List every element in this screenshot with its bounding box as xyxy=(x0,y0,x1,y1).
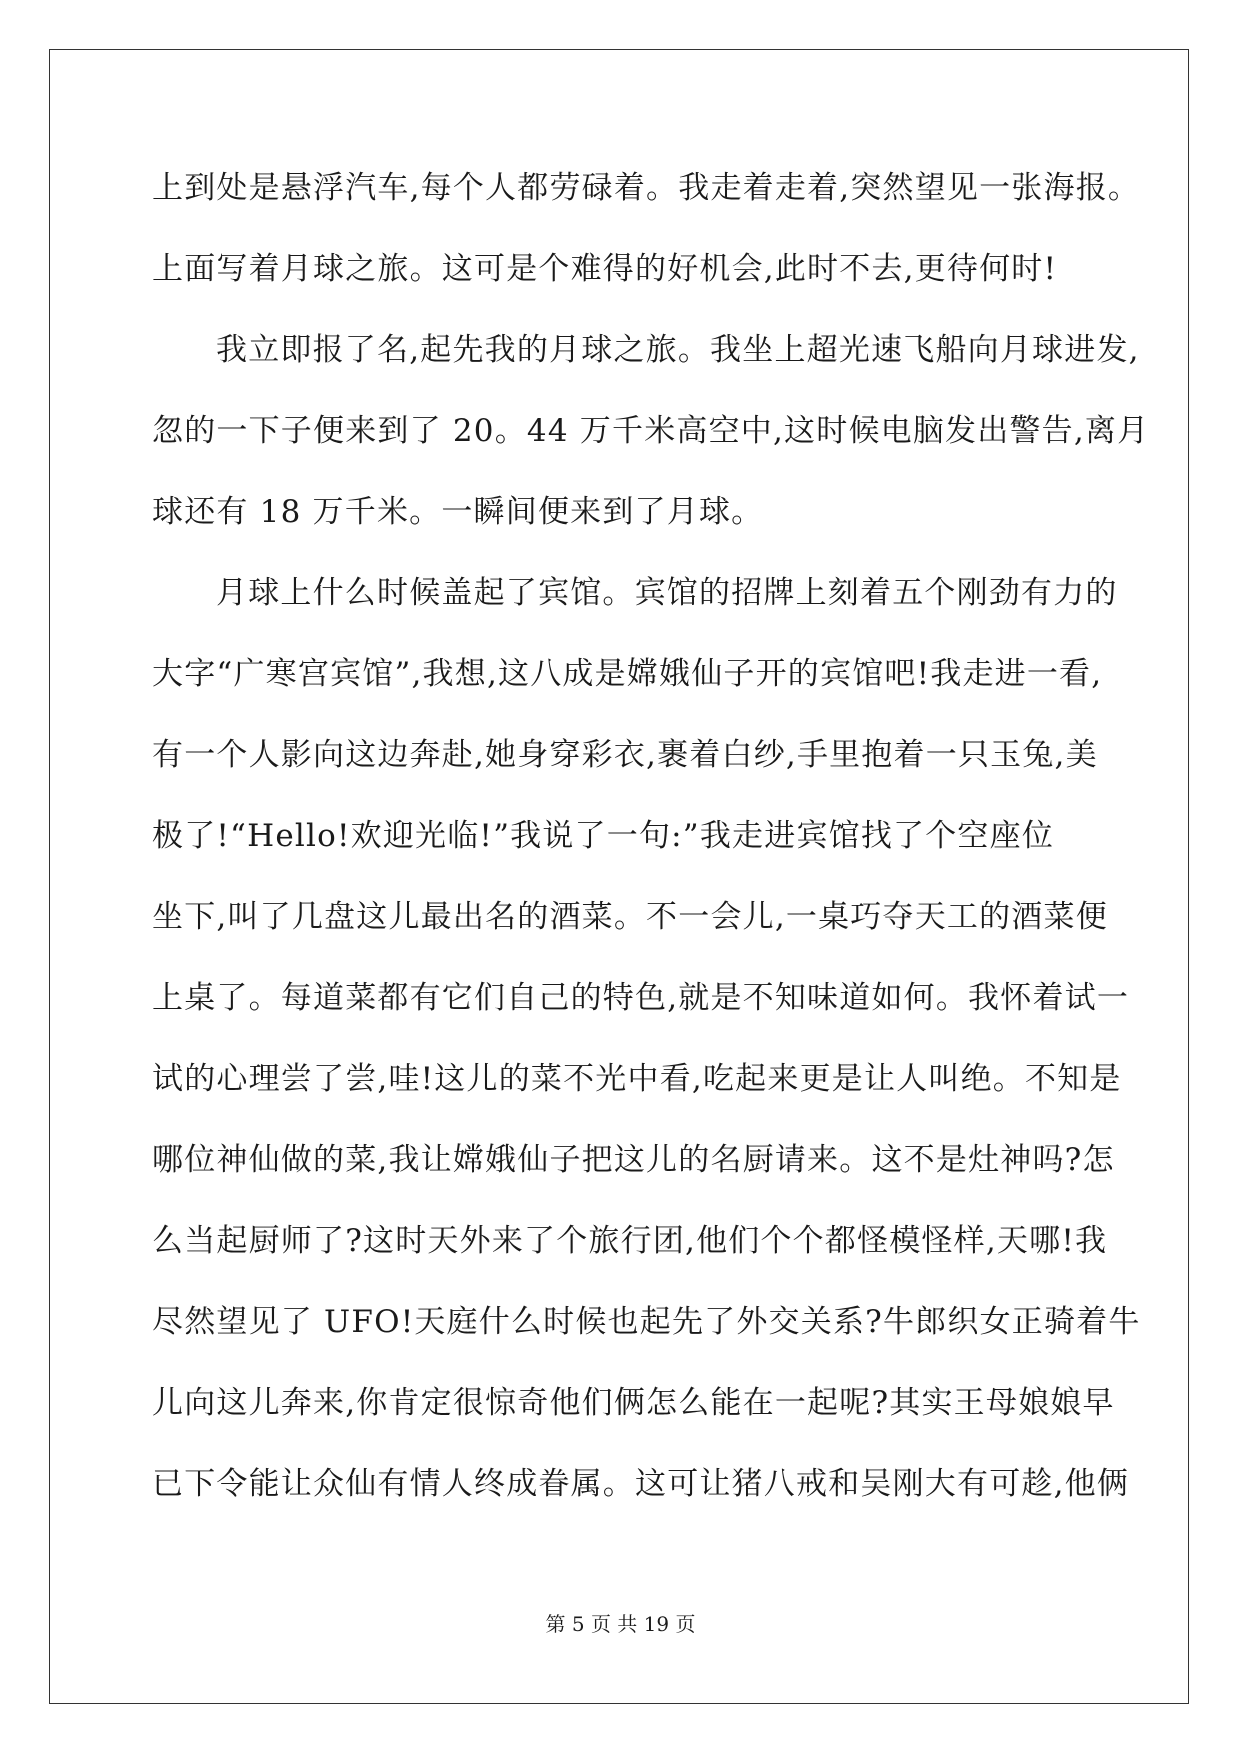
text-line: 儿向这儿奔来,你肯定很惊奇他们俩怎么能在一起呢?其实王母娘娘早 xyxy=(152,1385,1115,1421)
text-line: 大字“广寒宫宾馆”,我想,这八成是嫦娥仙子开的宾馆吧!我走进一看, xyxy=(152,656,1103,692)
text-line: 哪位神仙做的菜,我让嫦娥仙子把这儿的名厨请来。这不是灶神吗?怎 xyxy=(152,1142,1115,1178)
paragraph-start-line: 我立即报了名,起先我的月球之旅。我坐上超光速飞船向月球进发, xyxy=(216,332,1140,368)
text-line: 试的心理尝了尝,哇!这儿的菜不光中看,吃起来更是让人叫绝。不知是 xyxy=(152,1061,1122,1097)
text-line: 极了!“Hello!欢迎光临!”我说了一句:”我走进宾馆找了个空座位 xyxy=(152,818,1055,854)
text-line: 上面写着月球之旅。这可是个难得的好机会,此时不去,更待何时! xyxy=(152,251,1058,287)
text-line: 坐下,叫了几盘这儿最出名的酒菜。不一会儿,一桌巧夺天工的酒菜便 xyxy=(152,899,1108,935)
text-line: 已下令能让众仙有情人终成眷属。这可让猪八戒和吴刚大有可趁,他俩 xyxy=(152,1466,1130,1502)
document-body xyxy=(152,160,1150,1537)
text-line: 尽然望见了 UFO!天庭什么时候也起先了外交关系?牛郎织女正骑着牛 xyxy=(152,1304,1141,1340)
text-line: 上桌了。每道菜都有它们自己的特色,就是不知味道如何。我怀着试一 xyxy=(152,980,1130,1016)
page-number-footer: 第 5 页 共 19 页 xyxy=(545,1612,696,1636)
text-line: 球还有 18 万千米。一瞬间便来到了月球。 xyxy=(152,494,764,530)
paragraph-start-line: 月球上什么时候盖起了宾馆。宾馆的招牌上刻着五个刚劲有力的 xyxy=(216,575,1118,611)
text-line: 忽的一下子便来到了 20。44 万千米高空中,这时候电脑发出警告,离月 xyxy=(152,413,1150,449)
text-line: 上到处是悬浮汽车,每个人都劳碌着。我走着走着,突然望见一张海报。 xyxy=(152,170,1141,206)
text-line: 么当起厨师了?这时天外来了个旅行团,他们个个都怪模怪样,天哪!我 xyxy=(152,1223,1108,1259)
text-line: 有一个人影向这边奔赴,她身穿彩衣,裹着白纱,手里抱着一只玉兔,美 xyxy=(152,737,1098,773)
